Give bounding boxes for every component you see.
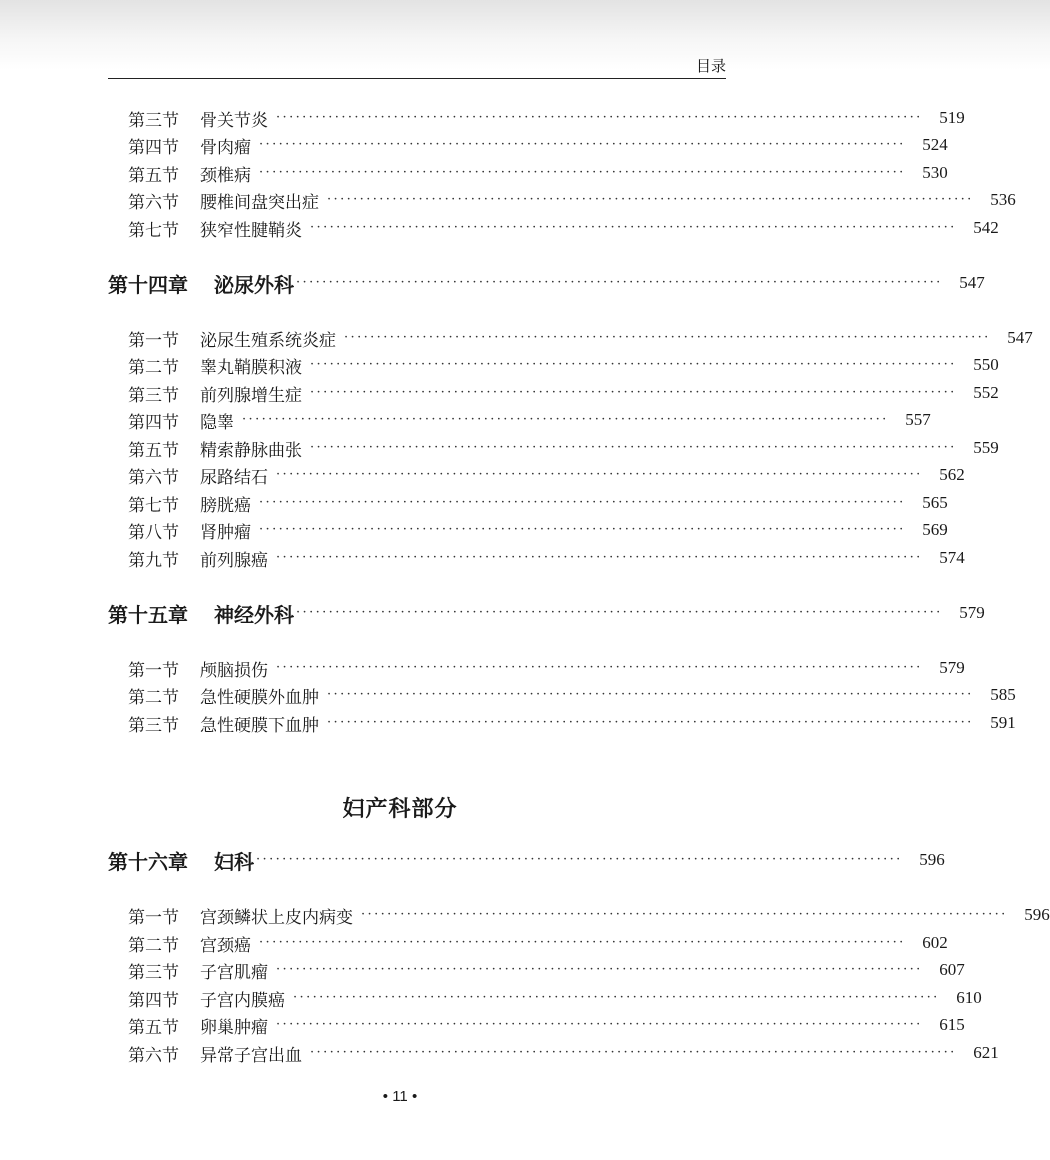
toc-section-row[interactable] [128, 491, 948, 516]
dot-leader: ··································································································· [259, 137, 906, 152]
page-number: 574 [939, 548, 965, 567]
section-number: 第四节 [128, 137, 179, 158]
dot-leader: ··································································································· [276, 467, 923, 482]
section-number: 第六节 [128, 467, 179, 488]
toc-section-row[interactable] [128, 656, 965, 681]
section-number: 第五节 [128, 165, 179, 186]
section-title: 颅脑损伤 [200, 660, 268, 681]
chapter-title: 神经外科 [214, 602, 294, 627]
toc-section-row[interactable] [128, 106, 965, 131]
page-number: 569 [922, 520, 948, 539]
dot-leader: ··································································································· [310, 1045, 957, 1060]
toc-section-row[interactable] [128, 216, 999, 241]
section-title: 隐睾 [200, 412, 234, 433]
toc-section-row[interactable] [128, 518, 948, 543]
header-title: 目录 [695, 57, 726, 75]
dot-leader: ··································································································· [276, 962, 923, 977]
section-title: 腰椎间盘突出症 [200, 192, 319, 213]
section-number: 第三节 [128, 385, 179, 406]
section-title: 前列腺增生症 [200, 385, 302, 406]
page-number: 565 [922, 493, 948, 512]
toc-section-row[interactable] [128, 711, 1016, 736]
page-number: 524 [922, 135, 948, 154]
section-title: 子宫肌瘤 [200, 962, 268, 983]
page-number: 542 [973, 218, 999, 237]
section-number: 第七节 [128, 220, 179, 241]
section-number: 第七节 [128, 495, 179, 516]
dot-leader: ··································································································· [256, 852, 903, 867]
toc-chapter-row[interactable] [108, 848, 945, 874]
toc-section-row[interactable] [128, 161, 948, 186]
page-number: 596 [1024, 905, 1050, 924]
toc-section-row[interactable] [128, 133, 948, 158]
section-number: 第二节 [128, 687, 179, 708]
page-number: 607 [939, 960, 965, 979]
page-number: 562 [939, 465, 965, 484]
section-title: 尿路结石 [200, 467, 268, 488]
toc-section-row[interactable] [128, 1013, 965, 1038]
page-number: 610 [956, 988, 982, 1007]
toc-section-row[interactable] [128, 188, 1016, 213]
dot-leader: ··································································································· [259, 495, 906, 510]
section-number: 第二节 [128, 357, 179, 378]
section-title: 狭窄性腱鞘炎 [200, 220, 302, 241]
dot-leader: ··································································································· [296, 605, 943, 620]
toc-section-row[interactable] [128, 436, 999, 461]
dot-leader: ··································································································· [259, 165, 906, 180]
toc-chapter-row[interactable] [108, 271, 985, 297]
dot-leader: ··································································································· [259, 522, 906, 537]
toc-section-row[interactable] [128, 903, 1050, 928]
page-number: 585 [990, 685, 1016, 704]
dot-leader: ··································································································· [242, 412, 889, 427]
section-title: 前列腺癌 [200, 550, 268, 571]
page-number: 519 [939, 108, 965, 127]
section-number: 第四节 [128, 412, 179, 433]
dot-leader: ··································································································· [344, 330, 991, 345]
page-number: 621 [973, 1043, 999, 1062]
toc-section-row[interactable] [128, 1041, 999, 1066]
page-number: 579 [939, 658, 965, 677]
toc-section-row[interactable] [128, 931, 948, 956]
section-number: 第三节 [128, 715, 179, 736]
section-title: 肾肿瘤 [200, 522, 251, 543]
page-number: 579 [959, 603, 985, 622]
section-number: 第九节 [128, 550, 179, 571]
dot-leader: ··································································································· [310, 385, 957, 400]
section-title: 子宫内膜癌 [200, 990, 285, 1011]
section-number: 第八节 [128, 522, 179, 543]
chapter-title: 妇科 [214, 849, 254, 874]
toc-section-row[interactable] [128, 463, 965, 488]
toc-chapter-row[interactable] [108, 601, 985, 627]
chapter-number: 第十六章 [108, 849, 188, 874]
section-number: 第一节 [128, 660, 179, 681]
section-title: 异常子宫出血 [200, 1045, 302, 1066]
dot-leader: ··································································································· [296, 275, 943, 290]
dot-leader: ··································································································· [276, 1017, 923, 1032]
dot-leader: ··································································································· [276, 550, 923, 565]
toc-section-row[interactable] [128, 958, 965, 983]
toc-section-row[interactable] [128, 986, 982, 1011]
toc-section-row[interactable] [128, 408, 931, 433]
page-number: 559 [973, 438, 999, 457]
section-number: 第五节 [128, 1017, 179, 1038]
page-number: 530 [922, 163, 948, 182]
page-footer-number: • 11 • [382, 1088, 418, 1105]
dot-leader: ··································································································· [361, 907, 1008, 922]
section-title: 宫颈鳞状上皮内病变 [200, 907, 353, 928]
section-number: 第五节 [128, 440, 179, 461]
section-number: 第三节 [128, 962, 179, 983]
section-title: 骨关节炎 [200, 110, 268, 131]
page-number: 591 [990, 713, 1016, 732]
page-number: 602 [922, 933, 948, 952]
chapter-number: 第十五章 [108, 602, 188, 627]
page-number: 536 [990, 190, 1016, 209]
page-number: 557 [905, 410, 931, 429]
section-title: 骨肉瘤 [200, 137, 251, 158]
section-number: 第四节 [128, 990, 179, 1011]
section-title: 急性硬膜外血肿 [200, 687, 319, 708]
dot-leader: ··································································································· [259, 935, 906, 950]
page-number: 596 [919, 850, 945, 869]
section-title: 睾丸鞘膜积液 [200, 357, 302, 378]
page-number: 550 [973, 355, 999, 374]
section-title: 卵巢肿瘤 [200, 1017, 268, 1038]
section-number: 第一节 [128, 330, 179, 351]
page-number: 615 [939, 1015, 965, 1034]
dot-leader: ··································································································· [276, 110, 923, 125]
page-number: 547 [959, 273, 985, 292]
section-title: 急性硬膜下血肿 [200, 715, 319, 736]
dot-leader: ··································································································· [327, 687, 974, 702]
section-title: 宫颈癌 [200, 935, 251, 956]
toc-section-row[interactable] [128, 381, 999, 406]
section-number: 第一节 [128, 907, 179, 928]
dot-leader: ··································································································· [327, 192, 974, 207]
section-number: 第二节 [128, 935, 179, 956]
dot-leader: ··································································································· [293, 990, 940, 1005]
section-number: 第三节 [128, 110, 179, 131]
page-number: 552 [973, 383, 999, 402]
section-title: 泌尿生殖系统炎症 [200, 330, 336, 351]
dot-leader: ··································································································· [310, 220, 957, 235]
toc-section-row[interactable] [128, 546, 965, 571]
section-title: 膀胱癌 [200, 495, 251, 516]
chapter-number: 第十四章 [108, 272, 188, 297]
dot-leader: ··································································································· [276, 660, 923, 675]
toc-section-row[interactable] [128, 326, 1033, 351]
section-number: 第六节 [128, 192, 179, 213]
dot-leader: ··································································································· [310, 357, 957, 372]
section-number: 第六节 [128, 1045, 179, 1066]
toc-section-row[interactable] [128, 683, 1016, 708]
page-number: 547 [1007, 328, 1033, 347]
chapter-title: 泌尿外科 [214, 272, 294, 297]
section-title: 精索静脉曲张 [200, 440, 302, 461]
toc-section-row[interactable] [128, 353, 999, 378]
dot-leader: ··································································································· [310, 440, 957, 455]
dot-leader: ··································································································· [327, 715, 974, 730]
section-title: 颈椎病 [200, 165, 251, 186]
part-heading: 妇产科部分 [342, 796, 458, 822]
